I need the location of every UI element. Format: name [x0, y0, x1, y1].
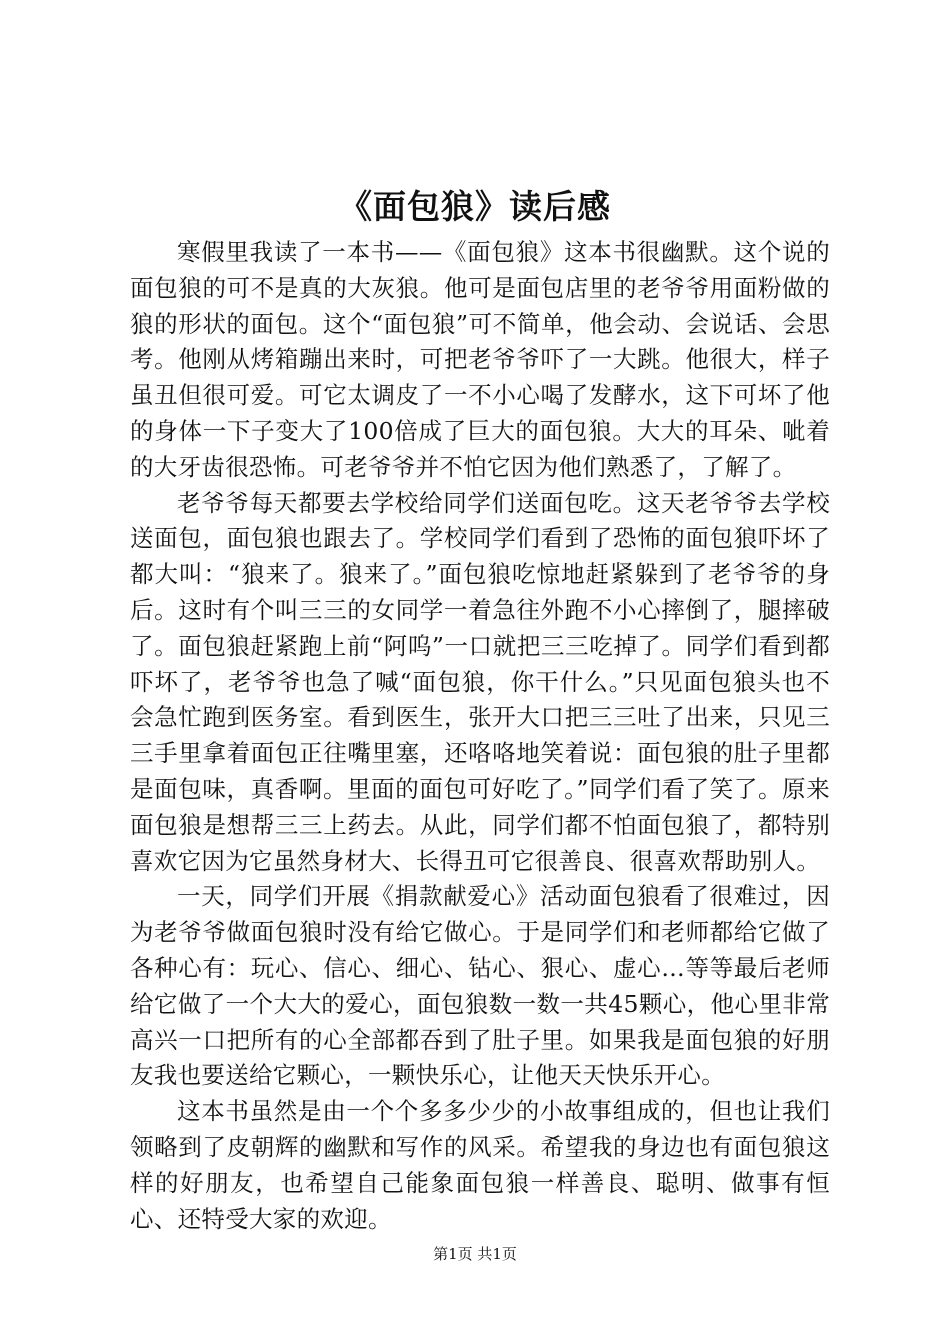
- page-footer: 第1页 共1页: [433, 1245, 517, 1263]
- paragraph-4: 这本书虽然是由一个个多多少少的小故事组成的，但也让我们领略到了皮朝辉的幽默和写作的风采。希望我的身边也有面包狼这样的好朋友，也希望自己能象面包狼一样善良、聪明、做事有恒心、还特受大家的欢迎。: [130, 1097, 830, 1233]
- document-body: [130, 235, 830, 1237]
- document-title: 《面包狼》读后感: [339, 187, 611, 226]
- paragraph-3: 一天，同学们开展《捐款献爱心》活动面包狼看了很难过，因为老爷爷做面包狼时没有给它做心。于是同学们和老师都给它做了各种心有：玩心、信心、细心、钻心、狠心、虚心…等等最后老师给它做了一个大大的爱心，面包狼数一数一共45颗心，他心里非常高兴一口把所有的心全部都吞到了肚子里。如果我是面包狼的好朋友我也要送给它颗心，一颗快乐心，让他天天快乐开心。: [130, 882, 830, 1090]
- paragraph-1: 寒假里我读了一本书——《面包狼》这本书很幽默。这个说的面包狼的可不是真的大灰狼。他可是面包店里的老爷爷用面粉做的狼的形状的面包。这个“面包狼”可不简单，他会动、会说话、会思考。他刚从烤箱蹦出来时，可把老爷爷吓了一大跳。他很大，样子虽丑但很可爱。可它太调皮了一不小心喝了发酵水，这下可坏了他的身体一下子变大了100倍成了巨大的面包狼。大大的耳朵、呲着的大牙齿很恐怖。可老爷爷并不怕它因为他们熟悉了，了解了。: [130, 238, 830, 481]
- paragraph-2: 老爷爷每天都要去学校给同学们送面包吃。这天老爷爷去学校送面包，面包狼也跟去了。学校同学们看到了恐怖的面包狼吓坏了都大叫：“狼来了。狼来了。”面包狼吃惊地赶紧躲到了老爷爷的身后。这时有个叫三三的女同学一着急往外跑不小心摔倒了，腿摔破了。面包狼赶紧跑上前“阿呜”一口就把三三吃掉了。同学们看到都吓坏了，老爷爷也急了喊“面包狼，你干什么。”只见面包狼头也不会急忙跑到医务室。看到医生，张开大口把三三吐了出来，只见三三手里拿着面包正往嘴里塞，还咯咯地笑着说：面包狼的肚子里都是面包味，真香啊。里面的面包可好吃了。”同学们看了笑了。原来面包狼是想帮三三上药去。从此，同学们都不怕面包狼了，都特别喜欢它因为它虽然身材大、长得丑可它很善良、很喜欢帮助别人。: [130, 488, 830, 875]
